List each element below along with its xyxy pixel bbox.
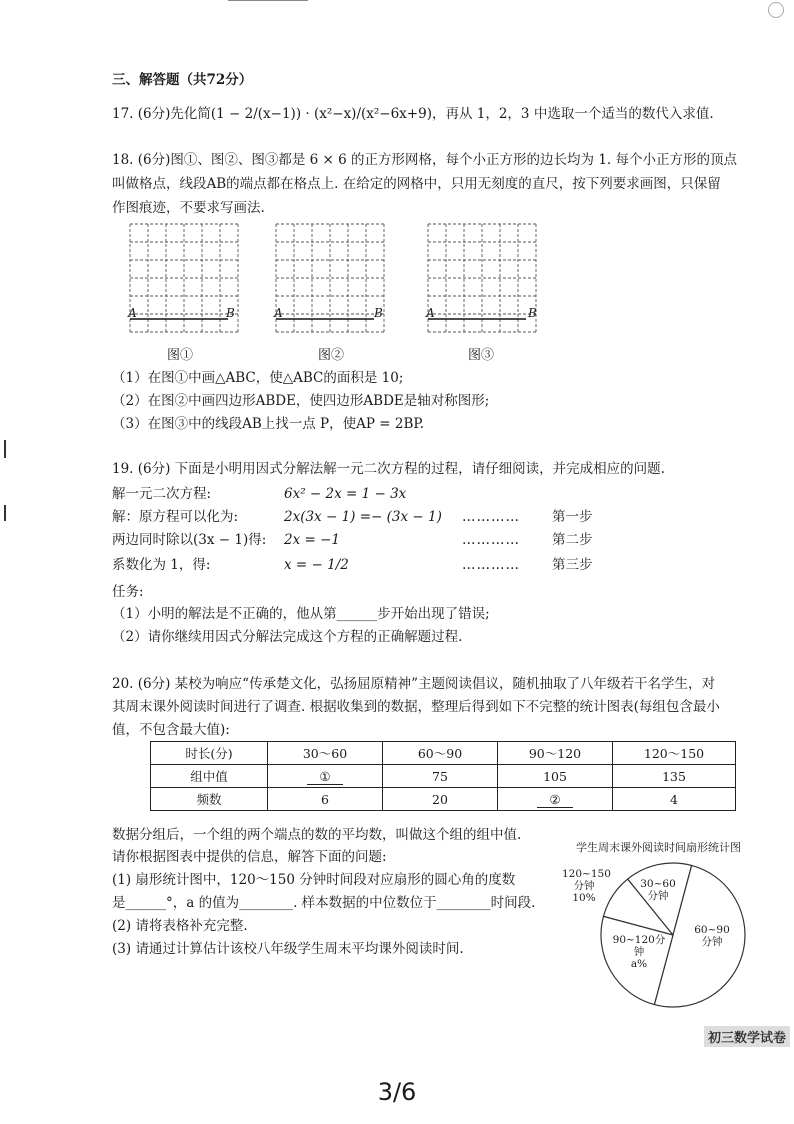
solution-row-equation: 2x = −1 <box>284 532 340 548</box>
blank-1: ① <box>307 769 342 785</box>
frequency-table <box>150 741 736 811</box>
figure-3-label: 图③ <box>468 348 495 363</box>
note-line-1: 数据分组后，一个组的两个端点的数的平均数，叫做这个组的组中值. <box>112 827 522 843</box>
scan-edge-mark <box>4 505 6 521</box>
table-header-cell: 90～120 <box>498 742 613 765</box>
pie-label-120-150 <box>562 868 611 904</box>
question-18-part-1: （1）在图①中画△ABC，使△ABC的面积是 10; <box>112 370 404 386</box>
question-20-line-1: 20. (6分) 某校为响应“传承楚文化，弘扬屈原精神”主题阅读倡议，随机抽取了八年级若干名学生，对 <box>112 676 715 692</box>
table-cell <box>268 765 383 788</box>
table-cell: 6 <box>268 788 383 811</box>
question-18-part-2: （2）在图②中画四边形ABDE，使四边形ABDE是轴对称图形; <box>112 393 490 409</box>
table-header-cell: 30～60 <box>268 742 383 765</box>
blank-2: ② <box>537 792 572 808</box>
pie-label-value: 10% <box>572 892 596 904</box>
solution-row-step: 第二步 <box>552 532 593 548</box>
solution-row-label: 两边同时除以(3x − 1)得: <box>112 532 267 548</box>
scan-corner-mark <box>768 2 784 18</box>
grid-1-svg <box>128 222 240 340</box>
point-a-label: A <box>128 306 137 320</box>
table-cell: 20 <box>383 788 498 811</box>
point-b-label: B <box>226 306 235 320</box>
table-cell: 组中值 <box>151 765 268 788</box>
question-18-part-3: （3）在图③中的线段AB上找一点 P，使AP = 2BP. <box>112 416 425 432</box>
table-header-row <box>151 742 736 765</box>
solution-row-dots: ………… <box>462 509 520 525</box>
solution-row-label: 系数化为 1，得: <box>112 557 211 573</box>
question-20-line-3: 值，不包含最大值): <box>112 722 230 738</box>
pie-label-value: a% <box>630 958 648 970</box>
question-20-part-2: (2) 请将表格补充完整. <box>112 918 248 934</box>
figure-1-label: 图① <box>167 348 194 363</box>
pie-label-text: 120~150分钟 <box>562 868 611 892</box>
note-line-2: 请你根据图表中提供的信息，解答下面的问题: <box>112 849 387 865</box>
question-17: 17. (6分)先化简(1 − 2/(x−1)) · (x²−x)/(x²−6x+9)，再从 1，2，3 中选取一个适当的数代入求值. <box>112 106 714 122</box>
question-20-part-3: (3) 请通过计算估计该校八年级学生周末平均课外阅读时间. <box>112 941 464 957</box>
table-header-cell: 120～150 <box>613 742 736 765</box>
solution-row-dots: ………… <box>462 557 520 573</box>
table-cell <box>498 788 613 811</box>
solution-row-step: 第一步 <box>552 509 593 525</box>
point-a-label: A <box>426 306 435 320</box>
question-18-line-1: 18. (6分)图①、图②、图③都是 6 × 6 的正方形网格，每个小正方形的边长均为 1. 每个小正方形的顶点 <box>112 152 738 168</box>
table-cell: 75 <box>383 765 498 788</box>
table-cell: 4 <box>613 788 736 811</box>
page-number: 3/6 <box>377 1078 417 1106</box>
grid-figure-3 <box>426 222 538 340</box>
table-header-cell: 时长(分) <box>151 742 268 765</box>
table-cell: 135 <box>613 765 736 788</box>
question-20-part-1a: (1) 扇形统计图中，120～150 分钟时间段对应扇形的圆心角的度数 <box>112 872 516 888</box>
pie-label-60-90: 60~90分钟 <box>694 924 730 948</box>
solution-row-equation: x = − 1/2 <box>284 557 349 573</box>
point-b-label: B <box>374 306 383 320</box>
pie-label-90-120 <box>612 934 666 970</box>
question-20-line-2: 其周末课外阅读时间进行了调查. 根据收集到的数据，整理后得到如下不完整的统计图表(每组包含最小 <box>112 699 720 715</box>
point-b-label: B <box>528 306 537 320</box>
solution-row-equation: 2x(3x − 1) =− (3x − 1) <box>284 509 442 525</box>
scan-edge-mark <box>4 440 6 458</box>
solution-row-dots: ………… <box>462 532 520 548</box>
solution-row-label: 解一元二次方程: <box>112 486 212 502</box>
task-2: （2）请你继续用因式分解法完成这个方程的正确解题过程. <box>112 629 463 645</box>
table-header-cell: 60～90 <box>383 742 498 765</box>
grid-figure-1 <box>128 222 240 340</box>
section-title: 三、解答题（共72分） <box>112 72 253 88</box>
solution-row-step: 第三步 <box>552 557 593 573</box>
grid-3-svg <box>426 222 538 340</box>
pie-label-text: 90~120分钟 <box>612 934 666 958</box>
grid-figure-2 <box>274 222 386 340</box>
question-20-part-1b: 是______°，a 的值为________. 样本数据的中位数位于________时间段. <box>112 895 536 911</box>
figure-2-label: 图② <box>318 348 345 363</box>
grid-2-svg <box>274 222 386 340</box>
table-row <box>151 788 736 811</box>
pie-chart-title: 学生周末课外阅读时间扇形统计图 <box>576 841 741 854</box>
scan-top-mark <box>228 0 308 3</box>
table-row <box>151 765 736 788</box>
task-1: （1）小明的解法是不正确的，他从第______步开始出现了错误; <box>112 606 490 622</box>
table-cell: 105 <box>498 765 613 788</box>
task-label: 任务: <box>112 584 144 600</box>
solution-row-equation: 6x² − 2x = 1 − 3x <box>284 486 407 502</box>
pie-label-30-60: 30~60分钟 <box>640 878 676 902</box>
table-cell: 频数 <box>151 788 268 811</box>
question-18-line-2: 叫做格点，线段AB的端点都在格点上. 在给定的网格中，只用无刻度的直尺，按下列要求画图，只保留 <box>112 176 721 192</box>
question-19-intro: 19. (6分) 下面是小明用因式分解法解一元二次方程的过程，请仔细阅读，并完成相应的问题. <box>112 461 665 477</box>
exam-stamp: 初三数学试卷 <box>704 1026 790 1047</box>
solution-row-label: 解：原方程可以化为: <box>112 509 239 525</box>
question-18-line-3: 作图痕迹，不要求写画法. <box>112 200 265 216</box>
point-a-label: A <box>274 306 283 320</box>
